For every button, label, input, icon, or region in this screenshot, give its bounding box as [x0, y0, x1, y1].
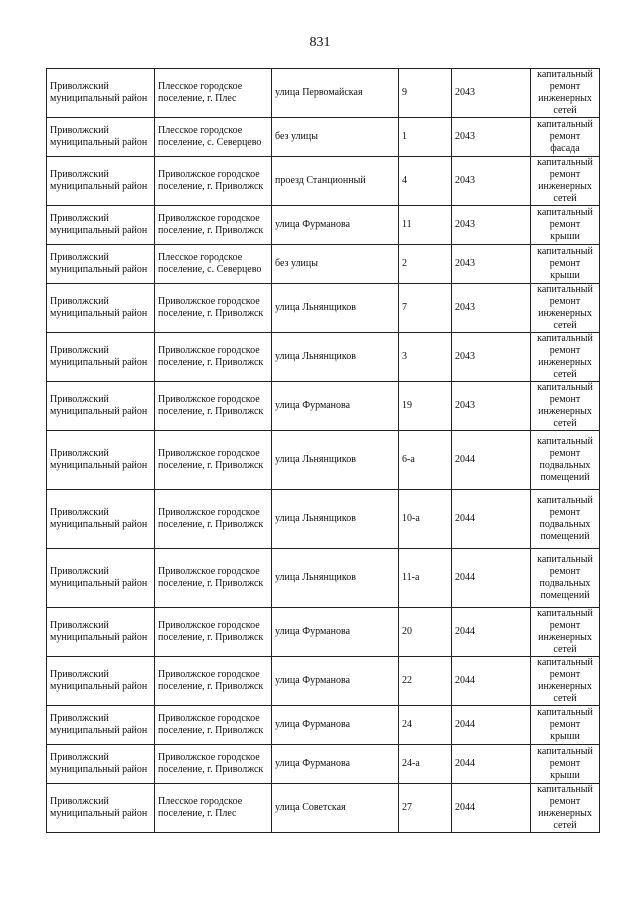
year-cell: 2043	[452, 245, 531, 284]
street-cell: улица Фурманова	[272, 706, 399, 745]
house-cell: 9	[399, 69, 452, 118]
work-cell: капитальный ремонт инженерных сетей	[531, 157, 600, 206]
district-cell: Приволжский муниципальный район	[47, 206, 155, 245]
page-number: 831	[309, 35, 331, 50]
year-cell: 2044	[452, 431, 531, 490]
settlement-cell: Плесское городское поселение, с. Северцево	[155, 245, 272, 284]
house-cell: 24	[399, 706, 452, 745]
district-cell: Приволжский муниципальный район	[47, 549, 155, 608]
year-cell: 2044	[452, 608, 531, 657]
work-cell: капитальный ремонт инженерных сетей	[531, 284, 600, 333]
year-cell: 2044	[452, 657, 531, 706]
registry-table	[46, 68, 600, 833]
house-cell: 10-а	[399, 490, 452, 549]
house-cell: 22	[399, 657, 452, 706]
district-cell: Приволжский муниципальный район	[47, 69, 155, 118]
table-row	[47, 382, 600, 431]
work-cell: капитальный ремонт крыши	[531, 245, 600, 284]
table-row	[47, 157, 600, 206]
street-cell: улица Фурманова	[272, 745, 399, 784]
work-cell: капитальный ремонт инженерных сетей	[531, 382, 600, 431]
year-cell: 2043	[452, 118, 531, 157]
work-cell: капитальный ремонт инженерных сетей	[531, 333, 600, 382]
street-cell: улица Льнянщиков	[272, 284, 399, 333]
house-cell: 4	[399, 157, 452, 206]
table-row	[47, 245, 600, 284]
street-cell: улица Льнянщиков	[272, 333, 399, 382]
registry-table-body	[47, 69, 600, 833]
work-cell: капитальный ремонт подвальных помещений	[531, 549, 600, 608]
work-cell: капитальный ремонт крыши	[531, 706, 600, 745]
district-cell: Приволжский муниципальный район	[47, 382, 155, 431]
district-cell: Приволжский муниципальный район	[47, 333, 155, 382]
work-cell: капитальный ремонт крыши	[531, 745, 600, 784]
work-cell: капитальный ремонт инженерных сетей	[531, 784, 600, 833]
settlement-cell: Плесское городское поселение, с. Северцево	[155, 118, 272, 157]
work-cell: капитальный ремонт подвальных помещений	[531, 431, 600, 490]
house-cell: 20	[399, 608, 452, 657]
table-row	[47, 206, 600, 245]
settlement-cell: Приволжское городское поселение, г. Приволжск	[155, 382, 272, 431]
house-cell: 27	[399, 784, 452, 833]
work-cell: капитальный ремонт инженерных сетей	[531, 608, 600, 657]
district-cell: Приволжский муниципальный район	[47, 608, 155, 657]
table-row	[47, 69, 600, 118]
district-cell: Приволжский муниципальный район	[47, 245, 155, 284]
settlement-cell: Приволжское городское поселение, г. Приволжск	[155, 157, 272, 206]
settlement-cell: Плесское городское поселение, г. Плес	[155, 784, 272, 833]
settlement-cell: Плесское городское поселение, г. Плес	[155, 69, 272, 118]
house-cell: 1	[399, 118, 452, 157]
district-cell: Приволжский муниципальный район	[47, 431, 155, 490]
year-cell: 2044	[452, 549, 531, 608]
house-cell: 3	[399, 333, 452, 382]
district-cell: Приволжский муниципальный район	[47, 657, 155, 706]
street-cell: улица Фурманова	[272, 608, 399, 657]
street-cell: улица Льнянщиков	[272, 490, 399, 549]
district-cell: Приволжский муниципальный район	[47, 157, 155, 206]
table-row	[47, 549, 600, 608]
street-cell: улица Фурманова	[272, 382, 399, 431]
table-row	[47, 657, 600, 706]
settlement-cell: Приволжское городское поселение, г. Приволжск	[155, 431, 272, 490]
street-cell: без улицы	[272, 245, 399, 284]
street-cell: улица Советская	[272, 784, 399, 833]
settlement-cell: Приволжское городское поселение, г. Приволжск	[155, 549, 272, 608]
year-cell: 2043	[452, 284, 531, 333]
district-cell: Приволжский муниципальный район	[47, 745, 155, 784]
year-cell: 2043	[452, 69, 531, 118]
street-cell: улица Первомайская	[272, 69, 399, 118]
year-cell: 2043	[452, 333, 531, 382]
district-cell: Приволжский муниципальный район	[47, 118, 155, 157]
table-row	[47, 745, 600, 784]
house-cell: 11-а	[399, 549, 452, 608]
street-cell: улица Фурманова	[272, 657, 399, 706]
district-cell: Приволжский муниципальный район	[47, 784, 155, 833]
table-row	[47, 784, 600, 833]
district-cell: Приволжский муниципальный район	[47, 706, 155, 745]
year-cell: 2043	[452, 157, 531, 206]
year-cell: 2044	[452, 745, 531, 784]
street-cell: улица Фурманова	[272, 206, 399, 245]
settlement-cell: Приволжское городское поселение, г. Приволжск	[155, 206, 272, 245]
work-cell: капитальный ремонт крыши	[531, 206, 600, 245]
street-cell: улица Льнянщиков	[272, 431, 399, 490]
settlement-cell: Приволжское городское поселение, г. Приволжск	[155, 608, 272, 657]
year-cell: 2044	[452, 490, 531, 549]
house-cell: 6-а	[399, 431, 452, 490]
street-cell: улица Льнянщиков	[272, 549, 399, 608]
house-cell: 7	[399, 284, 452, 333]
house-cell: 24-а	[399, 745, 452, 784]
district-cell: Приволжский муниципальный район	[47, 490, 155, 549]
district-cell: Приволжский муниципальный район	[47, 284, 155, 333]
table-row	[47, 608, 600, 657]
work-cell: капитальный ремонт инженерных сетей	[531, 69, 600, 118]
settlement-cell: Приволжское городское поселение, г. Приволжск	[155, 333, 272, 382]
table-row	[47, 431, 600, 490]
street-cell: без улицы	[272, 118, 399, 157]
table-row	[47, 333, 600, 382]
year-cell: 2043	[452, 206, 531, 245]
settlement-cell: Приволжское городское поселение, г. Приволжск	[155, 745, 272, 784]
house-cell: 2	[399, 245, 452, 284]
table-row	[47, 490, 600, 549]
work-cell: капитальный ремонт инженерных сетей	[531, 657, 600, 706]
year-cell: 2044	[452, 784, 531, 833]
settlement-cell: Приволжское городское поселение, г. Приволжск	[155, 490, 272, 549]
year-cell: 2043	[452, 382, 531, 431]
table-row	[47, 118, 600, 157]
table-row	[47, 706, 600, 745]
house-cell: 11	[399, 206, 452, 245]
year-cell: 2044	[452, 706, 531, 745]
street-cell: проезд Станционный	[272, 157, 399, 206]
settlement-cell: Приволжское городское поселение, г. Приволжск	[155, 284, 272, 333]
house-cell: 19	[399, 382, 452, 431]
work-cell: капитальный ремонт подвальных помещений	[531, 490, 600, 549]
settlement-cell: Приволжское городское поселение, г. Приволжск	[155, 706, 272, 745]
work-cell: капитальный ремонт фасада	[531, 118, 600, 157]
table-row	[47, 284, 600, 333]
settlement-cell: Приволжское городское поселение, г. Приволжск	[155, 657, 272, 706]
